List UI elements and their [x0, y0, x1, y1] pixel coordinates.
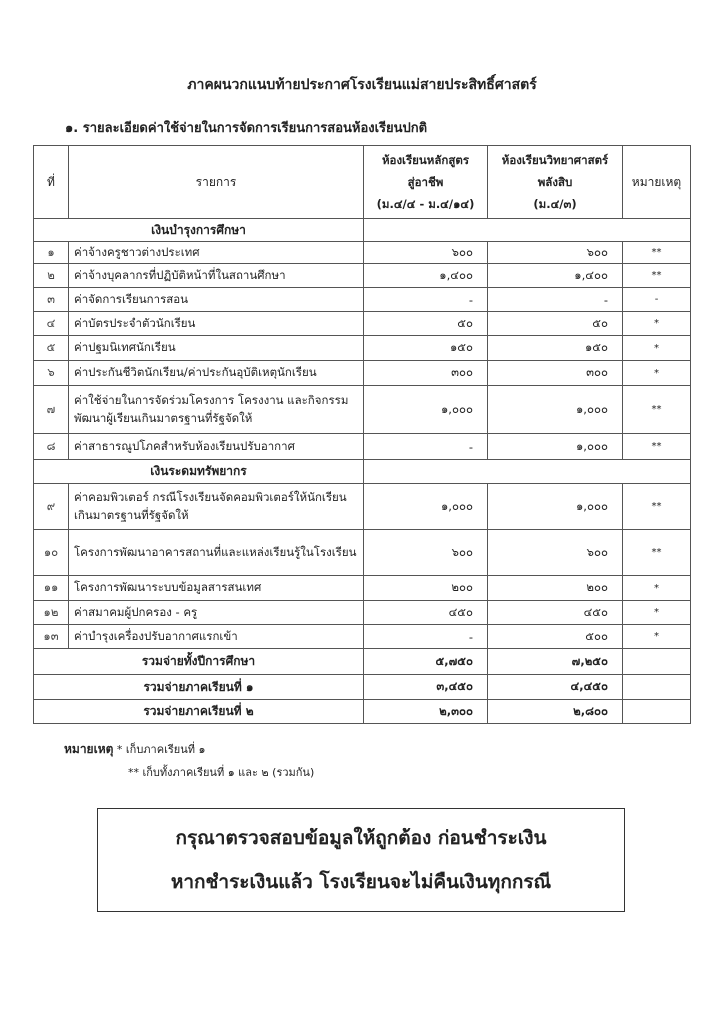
total-label: รวมจ่ายภาคเรียนที่ ๑ — [34, 675, 364, 700]
footnote-1: * เก็บภาคเรียนที่ ๑ — [116, 743, 206, 756]
row-number: ๖ — [34, 361, 69, 386]
total-science: ๒,๘๐๐ — [488, 700, 623, 724]
section-label: เงินบำรุงการศึกษา — [34, 219, 364, 242]
row-number: ๑ — [34, 242, 69, 264]
header-item: รายการ — [69, 146, 364, 219]
empty-cell — [623, 675, 691, 700]
footnote-label: หมายเหตุ — [64, 742, 114, 756]
row-number: ๑๓ — [34, 625, 69, 649]
item-label: ค่าจ้างครูชาวต่างประเทศ — [69, 242, 364, 264]
header-col1-line1: ห้องเรียนหลักสูตร — [381, 153, 470, 167]
footnote-2: ** เก็บทั้งภาคเรียนที่ ๑ และ ๒ (รวมกัน) — [128, 766, 315, 779]
table-row — [34, 288, 691, 312]
row-note: * — [623, 312, 691, 336]
table-row — [34, 312, 691, 336]
amount-vocational: ๑,๐๐๐ — [364, 484, 488, 530]
row-number: ๗ — [34, 386, 69, 434]
item-label: ค่าใช้จ่ายในการจัดร่วมโครงการ โครงงาน และกิจกรรมพัฒนาผู้เรียนเกินมาตรฐานที่รัฐจัดให้ — [69, 386, 364, 434]
warning-line-2: หากชำระเงินแล้ว โรงเรียนจะไม่คืนเงินทุกกรณี — [170, 871, 552, 893]
amount-vocational: - — [364, 434, 488, 460]
amount-science: - — [488, 288, 623, 312]
item-label: ค่าจัดการเรียนการสอน — [69, 288, 364, 312]
row-number: ๑๒ — [34, 601, 69, 625]
item-label: ค่าประกันชีวิตนักเรียน/ค่าประกันอุบัติเหตุนักเรียน — [69, 361, 364, 386]
amount-vocational: ๖๐๐ — [364, 530, 488, 576]
total-label: รวมจ่ายภาคเรียนที่ ๒ — [34, 700, 364, 724]
item-label: ค่าสาธารณูปโภคสำหรับห้องเรียนปรับอากาศ — [69, 434, 364, 460]
empty-cell — [623, 700, 691, 724]
table-row — [34, 361, 691, 386]
table-row — [34, 601, 691, 625]
item-label: โครงการพัฒนาอาคารสถานที่และแหล่งเรียนรู้ในโรงเรียน — [69, 530, 364, 576]
row-note: ** — [623, 242, 691, 264]
row-note: ** — [623, 484, 691, 530]
amount-science: ๔๕๐ — [488, 601, 623, 625]
empty-cell — [364, 460, 691, 484]
total-row — [34, 649, 691, 675]
header-no: ที่ — [34, 146, 69, 219]
row-number: ๕ — [34, 336, 69, 361]
total-label: รวมจ่ายทั้งปีการศึกษา — [34, 649, 364, 675]
table-row — [34, 242, 691, 264]
amount-science: ๒๐๐ — [488, 576, 623, 601]
row-number: ๓ — [34, 288, 69, 312]
amount-vocational: - — [364, 288, 488, 312]
amount-vocational: ๕๐ — [364, 312, 488, 336]
row-note: * — [623, 361, 691, 386]
amount-vocational: ๑๕๐ — [364, 336, 488, 361]
amount-vocational: - — [364, 625, 488, 649]
amount-vocational: ๖๐๐ — [364, 242, 488, 264]
row-note: ** — [623, 386, 691, 434]
amount-science: ๑,๐๐๐ — [488, 484, 623, 530]
row-number: ๑๑ — [34, 576, 69, 601]
row-note: * — [623, 625, 691, 649]
table-row — [34, 484, 691, 530]
row-note: ** — [623, 530, 691, 576]
row-note: ** — [623, 264, 691, 288]
amount-vocational: ๔๕๐ — [364, 601, 488, 625]
table-header-row — [34, 146, 691, 219]
amount-science: ๑,๐๐๐ — [488, 434, 623, 460]
total-vocational: ๓,๔๕๐ — [364, 675, 488, 700]
item-label: ค่าจ้างบุคลากรที่ปฏิบัติหน้าที่ในสถานศึกษา — [69, 264, 364, 288]
table-row — [34, 576, 691, 601]
row-note: * — [623, 601, 691, 625]
total-science: ๗,๒๕๐ — [488, 649, 623, 675]
section-row — [34, 460, 691, 484]
item-label: โครงการพัฒนาระบบข้อมูลสารสนเทศ — [69, 576, 364, 601]
row-number: ๘ — [34, 434, 69, 460]
row-number: ๔ — [34, 312, 69, 336]
total-vocational: ๕,๗๕๐ — [364, 649, 488, 675]
row-number: ๒ — [34, 264, 69, 288]
document-title: ภาคผนวกแนบท้ายประกาศโรงเรียนแม่สายประสิทธิ์ศาสตร์ — [187, 77, 537, 93]
header-note: หมายเหตุ — [623, 146, 691, 219]
amount-science: ๖๐๐ — [488, 242, 623, 264]
amount-science: ๑,๔๐๐ — [488, 264, 623, 288]
amount-science: ๕๐๐ — [488, 625, 623, 649]
item-label: ค่าคอมพิวเตอร์ กรณีโรงเรียนจัดคอมพิวเตอร์ให้นักเรียนเกินมาตรฐานที่รัฐจัดให้ — [69, 484, 364, 530]
header-col1-line2: สู่อาชีพ — [407, 175, 444, 189]
amount-vocational: ๓๐๐ — [364, 361, 488, 386]
amount-science: ๖๐๐ — [488, 530, 623, 576]
section-label: เงินระดมทรัพยากร — [34, 460, 364, 484]
amount-science: ๑๕๐ — [488, 336, 623, 361]
amount-science: ๕๐ — [488, 312, 623, 336]
header-col2-line3: (ม.๔/๓) — [533, 197, 577, 211]
header-col1-line3: (ม.๔/๔ - ม.๔/๑๔) — [376, 197, 475, 211]
row-note: - — [623, 288, 691, 312]
amount-vocational: ๑,๔๐๐ — [364, 264, 488, 288]
total-vocational: ๒,๓๐๐ — [364, 700, 488, 724]
total-row — [34, 675, 691, 700]
amount-science: ๑,๐๐๐ — [488, 386, 623, 434]
header-col2-line2: พลังสิบ — [537, 175, 573, 189]
header-science-class — [488, 146, 623, 219]
warning-line-1: กรุณาตรวจสอบข้อมูลให้ถูกต้อง ก่อนชำระเงิน — [175, 827, 547, 849]
amount-vocational: ๒๐๐ — [364, 576, 488, 601]
row-note: * — [623, 576, 691, 601]
header-col2-line1: ห้องเรียนวิทยาศาสตร์ — [501, 153, 609, 167]
item-label: ค่าบำรุงเครื่องปรับอากาศแรกเข้า — [69, 625, 364, 649]
item-label: ค่าปฐมนิเทศนักเรียน — [69, 336, 364, 361]
amount-science: ๓๐๐ — [488, 361, 623, 386]
row-note: ** — [623, 434, 691, 460]
row-number: ๙ — [34, 484, 69, 530]
table-row — [34, 336, 691, 361]
item-label: ค่าสมาคมผู้ปกครอง - ครู — [69, 601, 364, 625]
empty-cell — [364, 219, 691, 242]
amount-vocational: ๑,๐๐๐ — [364, 386, 488, 434]
empty-cell — [623, 649, 691, 675]
section-row — [34, 219, 691, 242]
row-note: * — [623, 336, 691, 361]
item-label: ค่าบัตรประจำตัวนักเรียน — [69, 312, 364, 336]
header-vocational-class — [364, 146, 488, 219]
fee-table — [33, 145, 691, 724]
footnotes — [64, 738, 314, 784]
table-row — [34, 530, 691, 576]
warning-box — [97, 808, 625, 912]
table-row — [34, 625, 691, 649]
table-row — [34, 434, 691, 460]
table-row — [34, 264, 691, 288]
total-row — [34, 700, 691, 724]
total-science: ๔,๔๕๐ — [488, 675, 623, 700]
table-row — [34, 386, 691, 434]
row-number: ๑๐ — [34, 530, 69, 576]
section-heading: ๑. รายละเอียดค่าใช้จ่ายในการจัดการเรียนการสอนห้องเรียนปกติ — [65, 121, 428, 136]
